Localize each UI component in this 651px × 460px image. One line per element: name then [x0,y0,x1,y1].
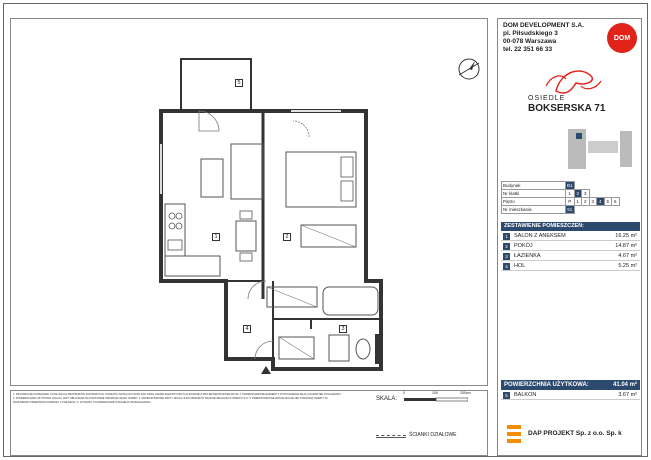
room-row [501,262,640,271]
wardrobe-mark [267,287,317,307]
params-cell: 2 [582,198,590,206]
developer-name: DOM DEVELOPMENT S.A. [503,22,584,29]
developer-phone: tel. 22 351 66 33 [503,46,553,53]
bed [286,152,356,207]
total-area-value: 41.04 m² [612,382,637,388]
room-area: 16.25 m² [615,233,637,239]
notes-text: 1. INFORMACJE POWIĄZANE LOKALIZACJĄ PRZYBORÓW SANITARNYCH, PODEJŚĆ INSTALACJI WOD-KAN ORAZ GNIAZD ELEKTRYCZNYCH ZGODNE Z PROJEKTEM BUDOWLANYM. 2. PRZEDSTAWIONE ELEMENTY WYPOSAŻENIA MAJĄ CHARAKTER POGLĄDOWY. 3. POWIERZCHNIA UŻYTKOWA LOKALU JEST OBLICZANA NA PODSTAWIE OBOWIĄZUJĄCEJ NORMY. 4. PRZEDSTAWIONE RZUTY MOGĄ ULEC ZMIANIE W TRAKCIE REALIZACJI INWESTYCJI. 5. PRZEDSTAWIONE WIZUALIZACJE NIE STANOWIĄ OFERTY W ROZUMIENIU PRZEPISÓW KODEKSU CYWILNEGO. 6. WYMIARY I POWIERZCHNIE PODANE W ZAOKRĄGLENIU. [13,393,342,404]
params-cell: 51 [567,207,573,212]
room-name: POKÓJ [514,243,533,249]
developer-street: pl. Piłsudskiego 3 [503,30,558,37]
params-row [502,190,620,198]
total-area-bar [501,380,640,390]
outer-walls [161,111,381,369]
chair [240,253,252,261]
dining-table [236,221,256,251]
chair [240,211,252,219]
balcony-door-swing [199,111,219,131]
room-num: 2 [503,243,510,250]
kitchen-counter-corner [165,256,220,276]
room-num: 3 [503,253,510,260]
room-num: 1 [503,233,510,240]
params-label: Piętro [502,198,566,206]
entrance-arrow [261,366,271,374]
room-row [501,232,640,241]
developer-logo: DOM [607,23,637,53]
estate-name-line1: OSIEDLE [528,95,566,102]
balcony-row [501,391,640,400]
wardrobe-mark [301,225,356,247]
scale-tick-200: 200cm [460,391,471,395]
scale-tick-100: 100 [432,391,438,395]
room-name: HOL [514,263,526,269]
room-name: ŁAZIENKA [514,253,541,259]
params-cell: 3 [589,198,597,206]
params-label: Budynek [502,182,566,190]
params-cell: P [566,198,575,206]
estate-name-line2: BOKSERSKA 71 [528,103,606,114]
partition-wall-legend-icon [376,435,406,438]
room-label-4: 4 [243,325,251,333]
scale-label: SKALA: [376,396,398,402]
room-name: SALON Z ANEKSEM [514,233,566,239]
washbasin [329,335,349,361]
contractor-logo-icon [507,425,521,443]
hob-burner [176,223,182,229]
room-label-2: 2 [283,233,291,241]
room-area: 4.67 m² [618,253,637,259]
scale-tick-0: 0 [403,391,405,395]
params-cell: 3 [582,190,590,198]
window-swing [293,121,309,137]
params-label: Nr klatki [502,190,566,198]
room-area: 5.25 m² [618,263,637,269]
pillow [341,181,353,201]
partition-wall-legend: ŚCIANKI DZIAŁOWE [409,432,457,438]
coffee-table [201,159,223,197]
rooms-title: ZESTAWIENIE POMIESZCZEŃ: [501,222,640,231]
params-cell: 1 [566,190,575,198]
balcony-area: 3.67 m² [618,392,637,398]
kitchen-sink [168,240,182,250]
params-cell: 1 [574,198,582,206]
developer-info [503,22,603,54]
toilet [356,339,370,359]
apartment-params-table [501,181,620,214]
params-cell: 2 [574,190,582,198]
balcony-name: BALKON [514,392,537,398]
bathroom-door-swing [255,341,273,359]
shaft [375,334,381,364]
hob-burner [169,213,175,219]
room-row [501,242,640,251]
room-row [501,252,640,261]
params-row [502,206,620,214]
developer-city: 00-078 Warszawa [503,38,557,45]
sofa [231,144,263,199]
drawing-sheet [3,3,648,457]
hob-burner [176,213,182,219]
params-cell: B1 [567,183,573,188]
hob-burner [169,223,175,229]
room-label-3: 3 [339,325,347,333]
total-area-label: POWIERZCHNIA UŻYTKOWA: [504,382,589,388]
info-column [497,18,642,456]
scale-bar [404,397,468,403]
compass-icon [455,55,483,83]
bathtub [323,287,378,315]
params-row [502,182,620,190]
balcony-num: 5 [503,392,510,399]
room-label-1: 1 [212,233,220,241]
params-cell: 5 [604,198,612,206]
params-cell: 4 [597,198,605,206]
room-num: 4 [503,263,510,270]
params-cell: 6 [612,198,620,206]
room-area: 14.87 m² [615,243,637,249]
pillow [341,157,353,177]
cabinet-mark [279,337,314,359]
params-row [502,198,620,206]
floor-plan [10,18,488,386]
contractor-name: DAP PROJEKT Sp. z o.o. Sp. k [528,430,622,437]
building-locator-map [558,121,638,177]
room-label-5: 5 [235,79,243,87]
params-label: Nr mieszkania [502,206,566,214]
